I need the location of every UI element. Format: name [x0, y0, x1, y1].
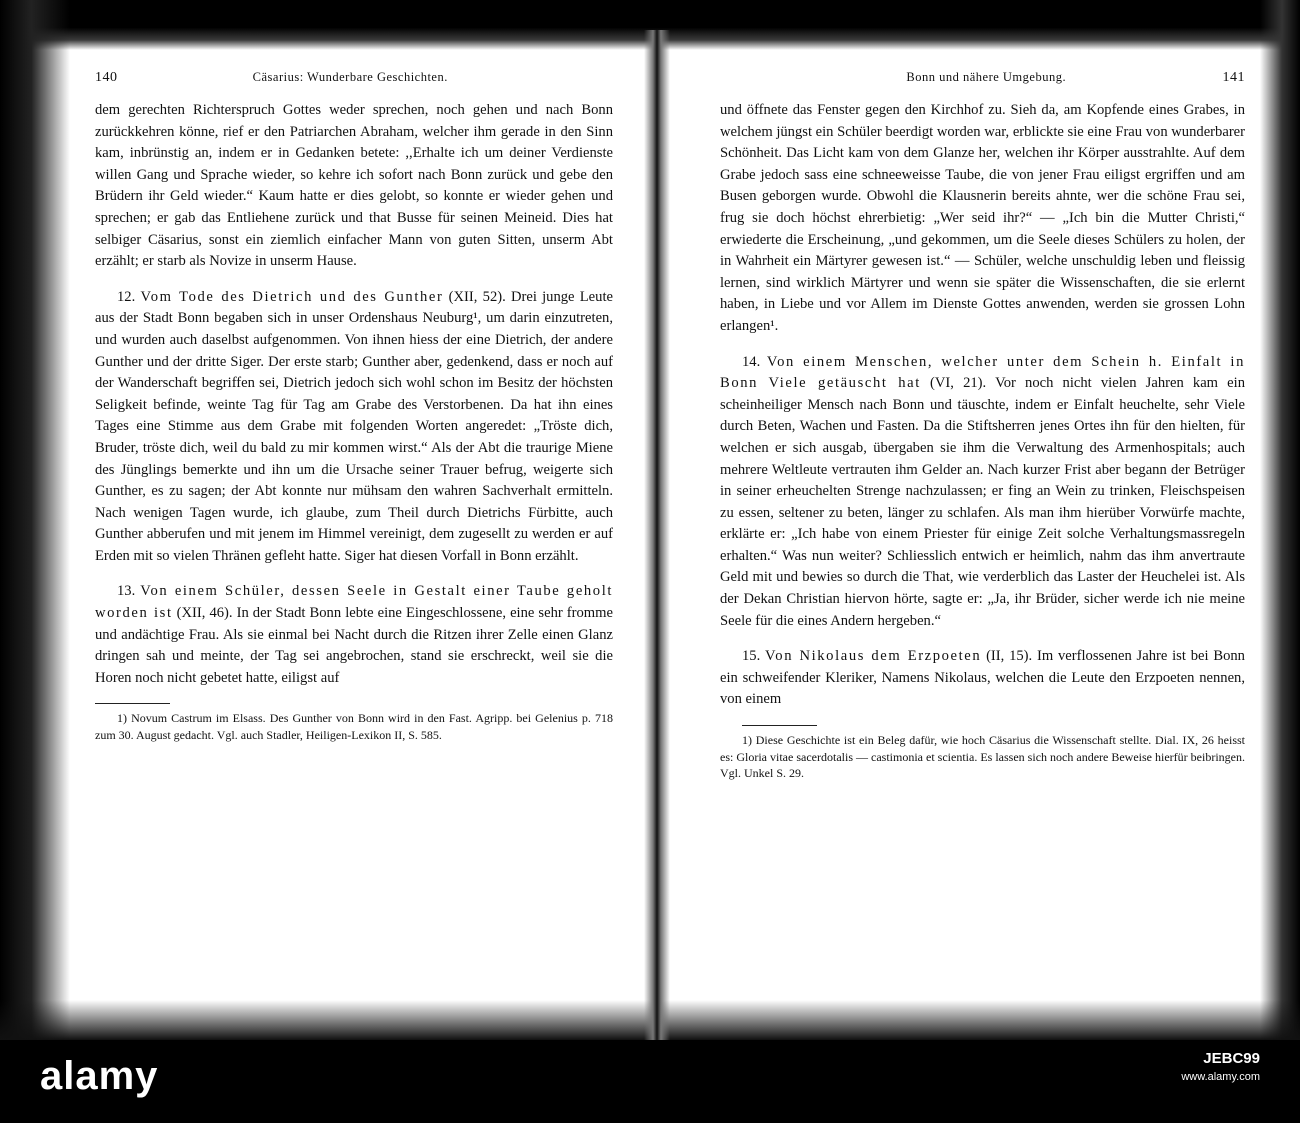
left-shadow [0, 0, 70, 1040]
left-page-body [95, 100, 613, 689]
section-13 [95, 581, 613, 689]
right-page-number: 141 [1222, 70, 1245, 85]
left-footnote: 1) Novum Castrum im Elsass. Des Gunther von Bonn wird in den Fast. Agripp. bei Gelenius p. 718 zum 30. August gedacht. Vgl. auch Stadler, Heiligen-Lexikon II, S. 585. [95, 711, 613, 742]
watermark-site: www.alamy.com [1181, 1071, 1260, 1083]
watermark-meta [1181, 1050, 1260, 1086]
section-15-text: (II, 15). Im verflossenen Jahre ist bei Bonn ein schweifender Kleriker, Namens Nikolaus, welchen die Leute den Erzpoeten nennen, von einem [720, 648, 1245, 708]
section-14-heading: Von einem Menschen, welcher unter dem Schein h. Einfalt in Bonn Viele getäuscht hat [720, 353, 1245, 392]
section-13-text: (XII, 46). In der Stadt Bonn lebte eine Eingeschlossene, eine sehr fromme und andächtige Frau. Als sie einmal bei Nacht durch die Ritzen ihrer Zelle einen Glanz dringen sah und meinte, der Tag sei angebrochen, stand sie erschreckt, weil sie die Horen noch nicht gebetet hatte, eiligst auf [95, 605, 613, 686]
section-15 [720, 646, 1245, 711]
right-shadow [1260, 0, 1300, 1040]
section-14-text: (VI, 21). Vor noch nicht vielen Jahren kam ein scheinheiliger Mensch nach Bonn und täuschte, indem er Einfalt heuchelte, sehr Viele durch Beten, Wachen und Fasten. Da die Stiftsherren jenes Ortes ihn für den hielten, für welchen er sich ausgab, übergaben sie ihm die Verwaltung des Armenhospitals; auch mehrere Weltleute vertrauten ihm Gelder an. Nach kurzer Frist aber begann der Betrüger in seiner erheuchelten Strenge nachzulassen; er fing an Wein zu trinken, Fleischspeisen zu essen, seltener zu beten, länger zu schlafen. Als man ihm hierüber Vorwürfe machte, erklärte er: „Ich habe von einem Priester für einige Zeit solche Verhaltungsmassregeln erhalten.“ Was nun weiter? Schliesslich entwich er heimlich, nahm das ihm anvertraute Geld mit und bewies so durch die That, wie verderblich das Laster der Heuchelei ist. Als der Dekan Christian hiervon hörte, sagte er: „Ja, ihr Brüder, sicher werde ich nie meine Seele für die eines Andern hergeben.“ [720, 375, 1246, 629]
section-14-number: 14. [742, 353, 761, 370]
right-footnote: 1) Diese Geschichte ist ein Beleg dafür, wie hoch Cäsarius die Wissenschaft stellte. Dial. IX, 26 heisst es: Gloria vitae sacerdotalis — castimonia et scientia. Es lassen sich noch andere Beweise hierfür beibringen. Vgl. Unkel S. 29. [720, 733, 1245, 781]
section-12-number: 12. [117, 288, 136, 305]
right-footnote-rule [742, 725, 817, 726]
book-spine [644, 30, 670, 1040]
left-page [95, 70, 613, 743]
left-page-header [95, 70, 613, 86]
left-page-number: 140 [95, 70, 118, 85]
section-15-heading: Von Nikolaus dem Erzpoeten [765, 648, 982, 665]
section-14 [720, 352, 1245, 633]
section-15-number: 15. [742, 648, 761, 665]
left-running-head: Cäsarius: Wunderbare Geschichten. [252, 70, 448, 84]
image-id: JEBC99 [1203, 1050, 1260, 1067]
section-12-heading: Vom Tode des Dietrich und des Gunther [140, 288, 444, 305]
right-page-body [720, 100, 1245, 711]
left-footnote-rule [95, 703, 170, 704]
right-page [720, 70, 1245, 782]
section-13-number: 13. [117, 583, 136, 600]
section-13-heading: Von einem Schüler, dessen Seele in Gestalt einer Taube geholt worden ist [95, 583, 613, 622]
section-12 [95, 287, 613, 568]
watermark-bar [0, 1040, 1300, 1123]
right-running-head: Bonn und nähere Umgebung. [906, 70, 1067, 84]
section-12-text: (XII, 52). Drei junge Leute aus der Stadt Bonn begaben sich in unser Ordenshaus Neuburg¹, um darin einzutreten, und wurden auch daselbst aufgenommen. Von ihnen hiess der eine Dietrich, der andere Gunther und der dritte Siger. Der erste starb; Gunther aber, gedenkend, dass er noch auf der Wanderschaft begriffen sei, Dietrich jedoch sich wohl schon im Besitz der höchsten Seligkeit befinde, weinte Tag für Tag am Grabe des Verstorbenen. Da hat ihn eines Tages eine Stimme aus dem Grabe mit folgenden Worten angeredet: „Tröste dich, Bruder, tröste dich, weil du bald zu mir kommen wirst.“ Als der Abt die traurige Miene des Jünglings bemerkte und ihn um die Ursache seiner Trauer befrug, weigerte sich Gunther, es zu sagen; der Abt konnte nur mühsam den wahren Sachverhalt ermitteln. Nach wenigen Tagen wurde, ich glaube, zum Theil durch Dietrichs Fürbitte, auch Gunther abberufen und mit jenem im Himmel vereinigt, dem zugesellt zu werden er auf Erden mit so vielen Thränen gefleht hatte. Siger hat diesen Vorfall in Bonn erzählt. [95, 288, 613, 564]
left-continuation-paragraph: dem gerechten Richterspruch Gottes weder sprechen, noch gehen und nach Bonn zurückkehren könne, rief er den Patriarchen Abraham, welcher ihm gerade in den Sinn kam, inbrünstig an, indem er in Gedanken betete: ,,Erhalte ich um deiner Verdienste willen Gang und Sprache wieder, so kehre ich sofort nach Bonn zurück und gebe den Brüdern ihr Geld wieder.“ Kaum hatte er dies gelobt, so konnte er wieder gehen und sprechen; er gab das Entliehene zurück und that Busse für seinen Meineid. Dies hat selbiger Cäsarius, sonst ein ziemlich einfacher Mann von guten Sitten, unserm Abt erzählt; er starb als Novize in unserm Hause. [95, 102, 613, 270]
alamy-logo: alamy [40, 1054, 159, 1098]
right-page-header [720, 70, 1245, 86]
right-continuation-paragraph: und öffnete das Fenster gegen den Kirchhof zu. Sieh da, am Kopfende eines Grabes, in welchem jüngst ein Schüler beerdigt worden war, erblickte sie eine Frau von wunderbarer Schönheit. Das Licht kam von dem Glanze her, welchen ihr Körper ausstrahlte. Auf dem Grabe jedoch sass eine schneeweisse Taube, die von jener Frau eiligst ergriffen und am Busen geborgen wurde. Obwohl die Klausnerin bereits ahnte, wer die schöne Frau sei, frug sie doch höchst ehrerbietig: „Wer seid ihr?“ — „Ich bin die Mutter Christi,“ erwiederte die Erscheinung, „und gekommen, um die Seele dieses Schülers zu holen, der in Wahrheit ein Märtyrer gewesen ist.“ — Schüler, welche unschuldig leben und fleissig lernen, sind wirklich Märtyrer und wenn sie später die Wissenschaften, die sie erlernt haben, in Liebe und vor Allem im Dienste Gottes anwenden, werden sie grossen Lohn erlangen¹. [720, 102, 1246, 334]
